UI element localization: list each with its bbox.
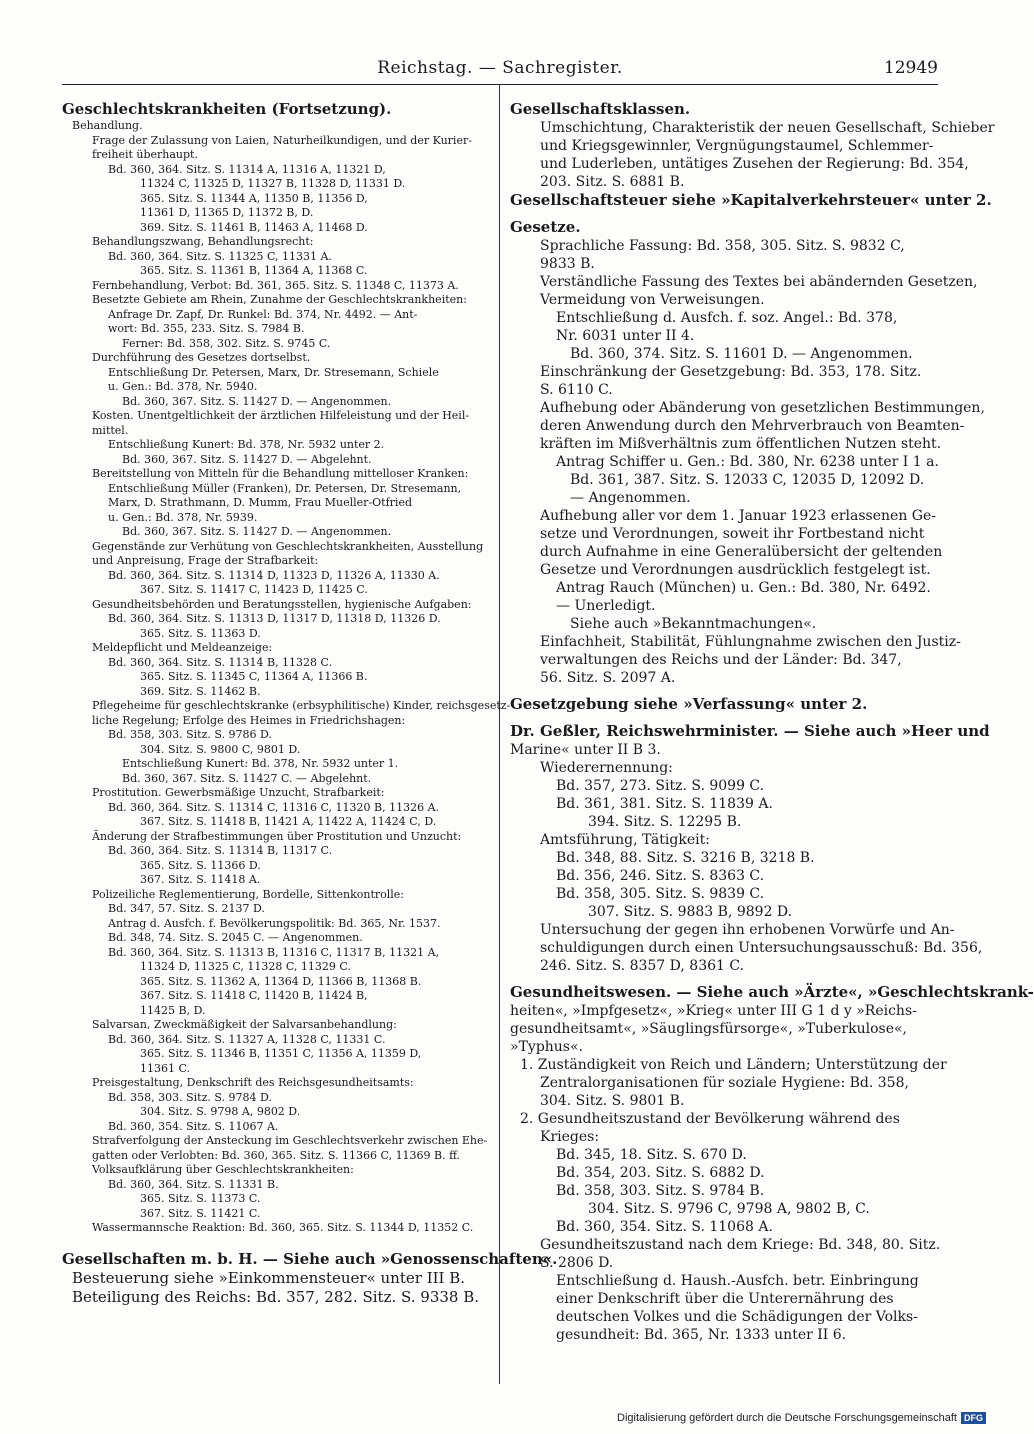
- index-line: Gesetze und Verordnungen ausdrücklich festgelegt ist.: [540, 562, 931, 578]
- spacer: [510, 714, 938, 722]
- header-rule: [62, 84, 938, 85]
- index-line: und Luderleben, untätiges Zusehen der Regierung: Bd. 354,: [540, 156, 969, 172]
- index-line: Bd. 360, 364. Sitz. S. 11314 D, 11323 D, 11326 A, 11330 A.: [108, 568, 440, 582]
- index-line: Gegenstände zur Verhütung von Geschlechtskrankheiten, Ausstellung: [92, 539, 484, 553]
- index-line: Krieges:: [540, 1129, 600, 1145]
- index-line: Pflegeheime für geschlechtskranke (erbsyphilitische) Kinder, reichsgesetz-: [92, 699, 511, 712]
- index-line: Besteuerung siehe »Einkommensteuer« unter III B.: [72, 1268, 466, 1287]
- index-line: Vermeidung von Verweisungen.: [540, 292, 765, 308]
- index-line: Entschließung d. Ausfch. f. soz. Angel.: Bd. 378,: [556, 310, 898, 326]
- index-line: Bd. 361, 381. Sitz. S. 11839 A.: [556, 796, 773, 812]
- index-line: 369. Sitz. S. 11462 B.: [140, 684, 261, 698]
- index-line: Bd. 360, 364. Sitz. S. 11314 A, 11316 A, 11321 D,: [108, 162, 386, 176]
- index-line: 203. Sitz. S. 6881 B.: [540, 174, 685, 190]
- index-line: wort: Bd. 355, 233. Sitz. S. 7984 B.: [108, 322, 305, 335]
- index-line: Behandlungszwang, Behandlungsrecht:: [92, 235, 314, 248]
- index-line: 367. Sitz. S. 11417 C, 11423 D, 11425 C.: [140, 583, 368, 596]
- index-line: 365. Sitz. S. 11362 A, 11364 D, 11366 B, 11368 B.: [140, 974, 422, 988]
- index-line: 367. Sitz. S. 11421 C.: [140, 1206, 261, 1220]
- index-line: Volksaufklärung über Geschlechtskrankheiten:: [92, 1163, 354, 1176]
- index-line: S. 2806 D.: [540, 1255, 614, 1271]
- index-line: Bd. 358, 303. Sitz. S. 9784 D.: [108, 1090, 272, 1104]
- index-line: Besetzte Gebiete am Rhein, Zunahme der Geschlechtskrankheiten:: [92, 293, 467, 306]
- index-line: 9833 B.: [540, 256, 595, 272]
- index-line: gesundheitsamt«, »Säuglingsfürsorge«, »Tuberkulose«,: [510, 1021, 907, 1037]
- dfg-logo: DFG: [961, 1412, 986, 1424]
- index-line: Verständliche Fassung des Textes bei abändernden Gesetzen,: [540, 274, 978, 290]
- index-line: Entschließung Dr. Petersen, Marx, Dr. Stresemann, Schiele: [108, 365, 439, 379]
- index-line: gesundheit: Bd. 365, Nr. 1333 unter II 6.: [556, 1327, 847, 1343]
- index-line: Prostitution. Gewerbsmäßige Unzucht, Strafbarkeit:: [92, 786, 385, 799]
- index-line: Kosten. Unentgeltlichkeit der ärztlichen Hilfeleistung und der Heil-: [92, 409, 470, 422]
- column-divider: [499, 84, 500, 1384]
- index-line: Einschränkung der Gesetzgebung: Bd. 353, 178. Sitz.: [540, 364, 922, 380]
- index-line: Bd. 354, 203. Sitz. S. 6882 D.: [556, 1165, 765, 1181]
- index-line: Nr. 6031 unter II 4.: [556, 328, 695, 344]
- index-line: setze und Verordnungen, soweit ihr Fortbestand nicht: [540, 526, 925, 542]
- index-line: Bd. 357, 273. Sitz. S. 9099 C.: [556, 778, 765, 794]
- index-line: Bd. 358, 303. Sitz. S. 9784 B.: [556, 1183, 765, 1199]
- index-line: Bd. 360, 364. Sitz. S. 11314 B, 11328 C.: [108, 655, 333, 669]
- index-line: Salvarsan, Zweckmäßigkeit der Salvarsanbehandlung:: [92, 1018, 397, 1031]
- index-line: u. Gen.: Bd. 378, Nr. 5939.: [108, 510, 258, 524]
- index-line: deutschen Volkes und die Schädigungen der Volks-: [556, 1309, 918, 1325]
- index-heading: Gesetze.: [510, 218, 581, 236]
- index-line: Siehe auch »Bekanntmachungen«.: [570, 616, 817, 632]
- index-line: 2. Gesundheitszustand der Bevölkerung während des: [520, 1111, 900, 1127]
- index-line: Frage der Zulassung von Laien, Naturheilkundigen, und der Kurier-: [92, 133, 472, 147]
- index-line: Zentralorganisationen für soziale Hygiene: Bd. 358,: [540, 1075, 909, 1091]
- index-heading: Gesellschaften m. b. H. — Siehe auch »Genossenschaften«.: [62, 1249, 558, 1268]
- index-line: 11425 B, D.: [140, 1003, 206, 1017]
- index-line: Bd. 360, 374. Sitz. S. 11601 D. — Angenommen.: [570, 346, 913, 362]
- index-line: 11361 D, 11365 D, 11372 B, D.: [140, 206, 314, 219]
- index-line: Antrag Rauch (München) u. Gen.: Bd. 380, Nr. 6492.: [556, 580, 931, 596]
- index-line: Änderung der Strafbestimmungen über Prostitution und Unzucht:: [92, 829, 462, 843]
- index-line: Bd. 361, 387. Sitz. S. 12033 C, 12035 D, 12092 D.: [570, 472, 925, 488]
- index-line: S. 6110 C.: [540, 382, 613, 398]
- index-line: Preisgestaltung, Denkschrift des Reichsgesundheitsamts:: [92, 1076, 414, 1089]
- index-line: Bd. 347, 57. Sitz. S. 2137 D.: [108, 902, 265, 915]
- index-line: 367. Sitz. S. 11418 B, 11421 A, 11422 A, 11424 C, D.: [140, 815, 437, 828]
- index-line: Marx, D. Strathmann, D. Mumm, Frau Mueller-Otfried: [108, 496, 412, 509]
- index-line: gatten oder Verlobten: Bd. 360, 365. Sitz. S. 11366 C, 11369 B. ff.: [92, 1148, 461, 1162]
- index-line: Antrag d. Ausfch. f. Bevölkerungspolitik: Bd. 365, Nr. 1537.: [108, 916, 441, 930]
- index-line: freiheit überhaupt.: [92, 148, 198, 161]
- index-line: Sprachliche Fassung: Bd. 358, 305. Sitz. S. 9832 C,: [540, 238, 905, 254]
- index-line: 365. Sitz. S. 11361 B, 11364 A, 11368 C.: [140, 264, 368, 277]
- index-heading: Gesellschaftsklassen.: [510, 100, 691, 118]
- index-line: 304. Sitz. S. 9796 C, 9798 A, 9802 B, C.: [588, 1201, 870, 1217]
- index-line: und Kriegsgewinnler, Vergnügungstaumel, Schlemmer-: [540, 138, 934, 154]
- spacer: [510, 210, 938, 218]
- index-line: Gesundheitszustand nach dem Kriege: Bd. 348, 80. Sitz.: [540, 1237, 941, 1253]
- index-line: Antrag Schiffer u. Gen.: Bd. 380, Nr. 6238 unter I 1 a.: [556, 454, 939, 470]
- index-line: Wassermannsche Reaktion: Bd. 360, 365. Sitz. S. 11344 D, 11352 C.: [92, 1221, 474, 1234]
- index-line: Fernbehandlung, Verbot: Bd. 361, 365. Sitz. S. 11348 C, 11373 A.: [92, 278, 459, 292]
- index-line: Ferner: Bd. 358, 302. Sitz. S. 9745 C.: [122, 336, 331, 350]
- index-line: kräften im Mißverhältnis zum öffentlichen Nutzen steht.: [540, 436, 942, 452]
- footer-text: Digitalisierung gefördert durch die Deutsche Forschungsgemeinschaft: [617, 1412, 957, 1424]
- index-line: liche Regelung; Erfolge des Heimes in Friedrichshagen:: [92, 713, 406, 727]
- index-line: 365. Sitz. S. 11346 B, 11351 C, 11356 A, 11359 D,: [140, 1047, 422, 1060]
- index-line: einer Denkschrift über die Unterernährung des: [556, 1291, 894, 1307]
- index-line: Einfachheit, Stabilität, Fühlungnahme zwischen den Justiz-: [540, 634, 961, 650]
- index-line: 365. Sitz. S. 11363 D.: [140, 626, 261, 640]
- index-line: Aufhebung oder Abänderung von gesetzlichen Bestimmungen,: [540, 400, 985, 416]
- index-line: 304. Sitz. S. 9798 A, 9802 D.: [140, 1105, 301, 1118]
- index-line: 367. Sitz. S. 11418 C, 11420 B, 11424 B,: [140, 989, 368, 1002]
- index-line: 304. Sitz. S. 9800 C, 9801 D.: [140, 742, 301, 756]
- index-line: Bd. 360, 364. Sitz. S. 11313 B, 11316 C, 11317 B, 11321 A,: [108, 945, 440, 959]
- index-heading: Dr. Geßler, Reichswehrminister. — Siehe auch »Heer und: [510, 722, 990, 740]
- index-line: 304. Sitz. S. 9801 B.: [540, 1093, 685, 1109]
- index-line: — Angenommen.: [570, 490, 691, 506]
- index-line: 11361 C.: [140, 1061, 191, 1075]
- index-line: Bereitstellung von Mitteln für die Behandlung mittelloser Kranken:: [92, 467, 469, 480]
- index-line: 246. Sitz. S. 8357 D, 8361 C.: [540, 958, 745, 974]
- index-line: und Anpreisung, Frage der Strafbarkeit:: [92, 554, 319, 567]
- index-line: verwaltungen des Reichs und der Länder: Bd. 347,: [540, 652, 902, 668]
- footer: [617, 1412, 986, 1424]
- index-line: Bd. 360, 367. Sitz. S. 11427 D. — Angenommen.: [122, 525, 392, 538]
- index-heading: Geschlechtskrankheiten (Fortsetzung).: [62, 100, 392, 118]
- index-line: 365. Sitz. S. 11344 A, 11350 B, 11356 D,: [140, 191, 368, 205]
- index-line: 11324 D, 11325 C, 11328 C, 11329 C.: [140, 960, 351, 973]
- index-line: Beteiligung des Reichs: Bd. 357, 282. Sitz. S. 9338 B.: [72, 1287, 480, 1306]
- running-head: Reichstag. — Sachregister.: [377, 58, 623, 78]
- index-line: 365. Sitz. S. 11373 C.: [140, 1192, 261, 1205]
- index-line: Bd. 348, 88. Sitz. S. 3216 B, 3218 B.: [556, 850, 815, 866]
- index-line: Bd. 360, 364. Sitz. S. 11331 B.: [108, 1177, 279, 1191]
- index-line: Bd. 360, 367. Sitz. S. 11427 D. — Angenommen.: [122, 394, 392, 408]
- index-line: Wiederernennung:: [540, 760, 673, 776]
- index-line: Bd. 360, 364. Sitz. S. 11313 D, 11317 D, 11318 D, 11326 D.: [108, 612, 441, 625]
- page-header: [62, 58, 938, 82]
- index-line: 56. Sitz. S. 2097 A.: [540, 670, 676, 686]
- index-line: Untersuchung der gegen ihn erhobenen Vorwürfe und An-: [540, 922, 955, 938]
- index-line: heiten«, »Impfgesetz«, »Krieg« unter III G 1 d y »Reichs-: [510, 1003, 917, 1019]
- index-line: Entschließung d. Haush.-Ausfch. betr. Einbringung: [556, 1273, 919, 1289]
- index-line: 369. Sitz. S. 11461 B, 11463 A, 11468 D.: [140, 220, 368, 234]
- index-line: Behandlung.: [72, 119, 143, 132]
- index-line: schuldigungen durch einen Untersuchungsausschuß: Bd. 356,: [540, 940, 983, 956]
- index-line: Bd. 360, 354. Sitz. S. 11067 A.: [108, 1119, 279, 1133]
- index-line: Amtsführung, Tätigkeit:: [540, 832, 710, 848]
- index-line: Aufhebung aller vor dem 1. Januar 1923 erlassenen Ge-: [540, 508, 936, 524]
- index-line: 365. Sitz. S. 11366 D.: [140, 858, 261, 872]
- index-line: Bd. 360, 364. Sitz. S. 11314 B, 11317 C.: [108, 844, 333, 857]
- index-line: Bd. 360, 364. Sitz. S. 11314 C, 11316 C, 11320 B, 11326 A.: [108, 800, 440, 814]
- index-line: 394. Sitz. S. 12295 B.: [588, 814, 742, 830]
- index-line: 1. Zuständigkeit von Reich und Ländern; Unterstützung der: [520, 1057, 947, 1073]
- index-heading: Gesellschaftsteuer siehe »Kapitalverkehrsteuer« unter 2.: [510, 191, 992, 209]
- index-line: Durchführung des Gesetzes dortselbst.: [92, 351, 311, 364]
- index-line: Bd. 360, 354. Sitz. S. 11068 A.: [556, 1219, 773, 1235]
- index-line: Polizeiliche Reglementierung, Bordelle, Sittenkontrolle:: [92, 887, 404, 901]
- page-number: 12949: [883, 58, 938, 78]
- spacer: [510, 975, 938, 983]
- index-line: Bd. 358, 305. Sitz. S. 9839 C.: [556, 886, 765, 902]
- index-line: Meldepflicht und Meldeanzeige:: [92, 641, 273, 654]
- index-line: Entschließung Kunert: Bd. 378, Nr. 5932 unter 1.: [122, 757, 399, 770]
- index-heading: Gesetzgebung siehe »Verfassung« unter 2.: [510, 695, 868, 713]
- index-line: u. Gen.: Bd. 378, Nr. 5940.: [108, 380, 258, 393]
- index-line: mittel.: [92, 423, 129, 437]
- index-line: Bd. 360, 367. Sitz. S. 11427 C. — Abgelehnt.: [122, 771, 372, 785]
- index-line: Bd. 360, 364. Sitz. S. 11325 C, 11331 A.: [108, 249, 332, 263]
- index-line: Strafverfolgung der Ansteckung im Geschlechtsverkehr zwischen Ehe-: [92, 1134, 488, 1147]
- index-line: Bd. 358, 303. Sitz. S. 9786 D.: [108, 728, 272, 741]
- index-line: »Typhus«.: [510, 1039, 584, 1055]
- index-line: Bd. 360, 364. Sitz. S. 11327 A, 11328 C, 11331 C.: [108, 1032, 386, 1046]
- index-line: Entschließung Kunert: Bd. 378, Nr. 5932 unter 2.: [108, 438, 385, 451]
- index-line: 307. Sitz. S. 9883 B, 9892 D.: [588, 904, 793, 920]
- index-line: Bd. 348, 74. Sitz. S. 2045 C. — Angenommen.: [108, 931, 363, 944]
- index-line: Marine« unter II B 3.: [510, 742, 661, 758]
- index-line: durch Aufnahme in eine Generalübersicht der geltenden: [540, 544, 943, 560]
- spacer: [62, 1236, 490, 1250]
- index-line: Anfrage Dr. Zapf, Dr. Runkel: Bd. 374, Nr. 4492. — Ant-: [108, 307, 418, 321]
- index-line: Entschließung Müller (Franken), Dr. Petersen, Dr. Stresemann,: [108, 481, 462, 495]
- index-line: Bd. 360, 367. Sitz. S. 11427 D. — Abgelehnt.: [122, 452, 372, 466]
- index-line: Bd. 345, 18. Sitz. S. 670 D.: [556, 1147, 747, 1163]
- spacer: [510, 687, 938, 695]
- index-line: Bd. 356, 246. Sitz. S. 8363 C.: [556, 868, 765, 884]
- index-line: 367. Sitz. S. 11418 A.: [140, 873, 261, 886]
- index-line: Umschichtung, Charakteristik der neuen Gesellschaft, Schieber: [540, 120, 995, 136]
- index-line: 365. Sitz. S. 11345 C, 11364 A, 11366 B.: [140, 670, 368, 683]
- index-line: — Unerledigt.: [556, 598, 656, 614]
- index-line: 11324 C, 11325 D, 11327 B, 11328 D, 11331 D.: [140, 177, 406, 190]
- right-column: [510, 100, 1034, 1344]
- index-line: Gesundheitsbehörden und Beratungsstellen, hygienische Aufgaben:: [92, 597, 472, 611]
- index-heading: Gesundheitswesen. — Siehe auch »Ärzte«, »Geschlechtskrank-: [510, 983, 1034, 1001]
- index-line: deren Anwendung durch den Mehrverbrauch von Beamten-: [540, 418, 965, 434]
